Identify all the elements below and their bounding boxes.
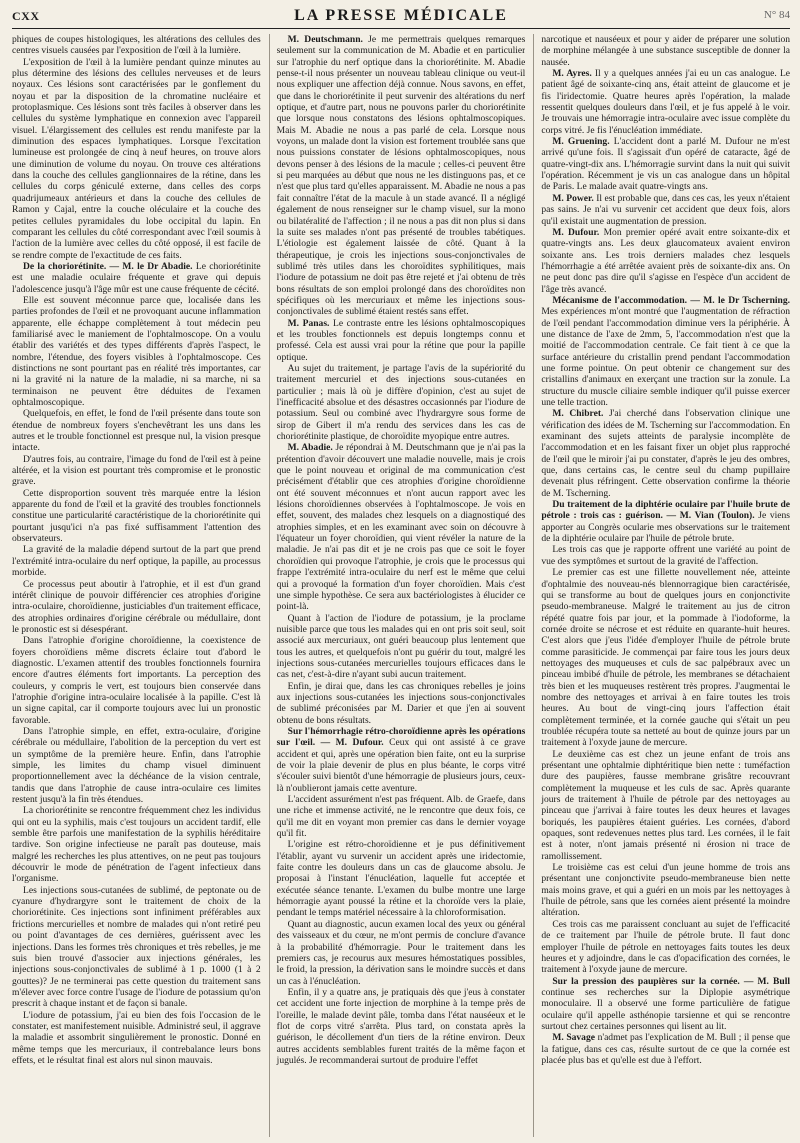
paragraph bbox=[277, 613, 526, 681]
paragraph-text: La gravité de la maladie dépend surtout de la part que prend l'extrémité intra-oculaire du nerf optique, la papille, au processus morbide. bbox=[12, 544, 261, 579]
paragraph bbox=[541, 919, 790, 976]
paragraph bbox=[541, 227, 790, 295]
speaker-name: M. Chibret. bbox=[552, 408, 604, 420]
paragraph bbox=[541, 749, 790, 862]
paragraph-text: Le choriorétinite est une maladie oculaire fréquente et grave qui depuis l'adolescence jusqu'à l'âge mûr est une cause fréquente de cécité. bbox=[12, 260, 261, 295]
paragraph bbox=[12, 57, 261, 261]
paragraph bbox=[12, 1010, 261, 1067]
paragraph bbox=[12, 408, 261, 453]
speaker-name: M. Ayres. bbox=[552, 68, 592, 80]
paragraph bbox=[12, 805, 261, 884]
journal-title: LA PRESSE MÉDICALE bbox=[294, 7, 508, 24]
paragraph-text: La choriorétinite se rencontre fréquemment chez les individus qui ont eu la syphilis, mais c'est toujours un accident tardif, elle semble être parfois une manifestation de la syphilis héréditaire tardive. Son origine infectieuse ne paraît pas douteuse, mais malgré les recherches les plus attentives, on ne peut pas toujours découvrir le mode de pénétration de l'agent infectieux dans l'organisme. bbox=[12, 805, 261, 885]
page-number: CXX bbox=[12, 9, 40, 23]
paragraph-text: L'accident assurément n'est pas fréquent. Alb. de Graefe, dans une riche et immense activité, ne le rencontre que deux fois, ce qu'il me dit en voyant mon premier cas dans le dernier voyage qu'il fit. bbox=[276, 794, 526, 840]
paragraph-text: Le contraste entre les lésions ophtalmoscopiques et les troubles fonctionnels est depuis longtemps connu et professé. Cela est aussi vrai pour la rétine que pour la papille optique. bbox=[276, 317, 526, 363]
paragraph-text: J'ai cherché dans l'observation clinique une vérification des idées de M. Tscherning sur l'accommodation. En examinant des sujets atteints de paralysie incomplète de l'accommodation et en les faisant fixer un objet plus rapproché de l'œil que le miroir j'ai pu constater, d'après le jeu des ombres, que, dans certains cas, le centre seul du champ pupillaire devenait plus réfringent. Cette observation confirme la théorie de M. Tscherning. bbox=[541, 408, 791, 499]
paragraph-text: Je me permettrais quelques remarques seulement sur la communication de M. Abadie et en particulier sur l'atrophie du nerf optique dans la choriorétinite. M. Abadie pense-t-il nous présenter un nouveau tableau clinique ou veut-il nous expliquer une affection déjà connue. Nous savons, en effet, que dans le choriorétinite il peut survenir des altérations du nerf optique, et d'autre part, nous ne pouvons parler du choriorétinite que lorsque nous constatons des lésions ophtalmoscopiques. Mais M. Abadie ne nous a pas parlé de cela. Lorsque nous voyons, un malade dont la vision est fortement troublée sans que nous puissions constater de lésions ophtalmoscopiques, nous devons penser à des lésions de la macule ; celles-ci peuvent être si peu marquées au début que nous ne les distinguons pas, et ce n'est que plus tard qu'elles apparaissent. M. Abadie ne nous a pas fait connaître l'état de la macule à un stade avancé. Il a négligé également de nous renseigner sur le champ visuel, sur la mono ou bilatéralité de l'affection ; il ne nous a pas dit non plus si dans la suite ses malades n'ont pas présenté de troubles tabétiques. L'étiologie est également laissée de côté. Quant à la thérapeutique, je crois les injections sous-conjonctivales de sublimé très utiles dans les choroïdites syphilitiques, mais l'iodure de potassium ne doit pas être rejeté et j'ai obtenu de très bons résultats de son emploi prolongé dans des choroïdites non spécifiques où les mercuriaux et même les injections sous-conjonctivales de sublimé étaient restés sans effet. bbox=[276, 34, 526, 318]
paragraph-text: Quant au diagnostic, aucun examen local des yeux ou général des vaisseaux et du cœur, ne m'ont permis de conclure d'avance à la probabilité d'hémorragie. Pour le traitement dans les premiers cas, je recourus aux mesures hémostatiques possibles, le froid, la pression, la dérivation sans le moindre succès et dans un cas à l'énucléation. bbox=[276, 918, 526, 987]
paragraph bbox=[12, 295, 261, 408]
paragraph bbox=[12, 579, 261, 636]
paragraph-text: L'exposition de l'œil à la lumière pendant quinze minutes au plus détermine des lésions des cellules nerveuses et de leurs noyaux. Ces lésions sont caractérisées par le gonflement du noyau et par la disposition de la chromatine nucléaire et protoplasmique. Ces lésions sont très faciles à observer dans les cellules du système lymphatique en connexion avec l'appareil visuel. L'élargissement des cellules est rendu manifeste par la diminution des espaces lymphatiques. Lorsque l'excitation lumineuse est prolongée de cinq à neuf heures, on trouve alors une diminution de volume du noyau. On trouve ces altérations dans la couche des cellules ganglionnaires de la rétine, dans les cellules du corps géniculé externe, dans celles des corps quadrijumeaux antérieurs et dans la couche des cellules de Ramon y Cajal, entre la couche oléculaire et la couche des petites cellules pyramidales du lobe occipital du lapin. En comparant les cellules du côté correspondant avec l'œil soumis à l'action de la lumière avec celles du côté opposé, il est facile de se rendre compte de l'exactitude de ces faits. bbox=[12, 56, 261, 261]
paragraph bbox=[12, 34, 261, 57]
speaker-name: M. Power. bbox=[552, 192, 594, 204]
paragraph-text: Le troisième cas est celui d'un jeune homme de trois ans présentant une conjonctivite pseudo-membraneuse bien nette mais moins grave, et qui a guéri en un mois par les nettoyages à l'huile de pétrole, sans que les cornées aient présenté la moindre altération. bbox=[541, 862, 791, 919]
paragraph-text: Au sujet du traitement, je partage l'avis de la supériorité du traitement mercuriel et des injections sous-cutanées en particulier ; mais là où je diffère d'opinion, c'est au sujet de l'inefficacité absolue et des désastres occasionnés par l'iodure de potassium. Seul ou combiné avec l'hydrargyre sous forme de sirop de Gibert il m'a rendu des services dans les cas de choriorétinite plastique, de choroïdite myopique entre autres. bbox=[276, 362, 526, 443]
paragraph bbox=[541, 862, 790, 919]
paragraph-text: Ce processus peut aboutir à l'atrophie, et il est d'un grand intérêt clinique de pouvoir différencier ces atrophies d'origine intra-oculaire, choroïdienne, justiciables d'un traitement efficace, des atrophies ordinaires d'origine cérébrale ou médullaire, dont le pronostic est si désespérant. bbox=[12, 578, 261, 635]
speaker-name: M. Dufour. bbox=[552, 226, 600, 238]
paragraph-text: continue ses recherches sur la Diplopie asymétrique monoculaire. Il a observé une forme particulière de fatigue oculaire qu'il appelle asthénopie tarsienne et qui se rencontre surtout chez certaines personnes qui lisent au lit. bbox=[541, 986, 791, 1032]
section-title: Mécanisme de l'accommodation. — M. le Dr Tscherning. bbox=[552, 294, 791, 306]
paragraph bbox=[277, 363, 526, 442]
paragraph bbox=[277, 442, 526, 612]
paragraph bbox=[541, 295, 790, 408]
issue-label: N° 84 bbox=[763, 9, 790, 21]
speaker-name: M. Abadie. bbox=[287, 442, 333, 454]
paragraph bbox=[277, 839, 526, 918]
section-title: De la choriorétinite. — M. le Dr Abadie. bbox=[23, 260, 193, 272]
paragraph-text: Mes expériences m'ont montré que l'augmentation de réfraction de l'œil pendant l'accommodation diminue vers la périphérie. À une distance de l'axe de 2mm, 5, l'accommodation n'est que la moitié de l'accommodation centrale. Ce fait tient à ce que la surface antérieure du cristallin prend pendant l'accommodation une forme pointue. On peut obtenir ce changement sur des cristallins d'animaux en exerçant une traction sur la zonule. La structure du muscle ciliaire semble indiquer qu'il puisse exercer une telle traction. bbox=[541, 306, 791, 408]
paragraph bbox=[277, 34, 526, 318]
paragraph bbox=[12, 454, 261, 488]
speaker-name: M. Savage bbox=[552, 1032, 595, 1044]
paragraph-text: Je répondrai à M. Deutschmann que je n'ai pas la prétention d'avoir découvert une maladie nouvelle, mais je crois que le point nouveau et original de ma communication c'est précisément d'établir que ces atrophies d'origine choroïdienne ont été souvent méconnues et n'ont aucun rapport avec les lésions choroïdiennes observées à l'ophtalmoscope. Je vois en effet, souvent, des malades chez lesquels on a diagnostiqué des atrophies simples, et en les examinant avec soin on découvre à l'équateur un foyer choroïdien, qui vient révéler la nature de la maladie. Je n'ai pas dit et je ne crois pas que ce soit le foyer choroïdien qui provoque l'atrophie, je crois que le processus qui frappe l'extrémité intra-oculaire du nerf est le même que celui qui a provoqué la formation d'un foyer choroïdien. Mais c'est une simple hypothèse. Ce sera aux bactériologistes à élucider ce point-là. bbox=[276, 442, 526, 613]
paragraph-text: Enfin, il y a quatre ans, je pratiquais dès que j'eus à constater cet accident une forte injection de morphine à la tempe près de l'oreille, le malade devint pâle, tomba dans l'état nauséeux et le flot de corps vitré s'arrêta. Plus tard, on constata après la guérison, le décollement d'un tiers de la rétine environ. Deux autres accidents semblables furent traités de la même façon et jugulés. Je recommanderai surtout de produire l'effet bbox=[276, 986, 526, 1066]
paragraph bbox=[541, 1032, 790, 1066]
page-header bbox=[12, 6, 790, 29]
paragraph-text: phiques de coupes histologiques, les altérations des cellules des centres visuels causées par l'exposition de l'œil à la lumière. bbox=[12, 34, 261, 57]
paragraph-text: Les injections sous-cutanées de sublimé, de peptonate ou de cyanure d'hydrargyre sont le traitement de choix de la choriorétinite. Ces injections sont infiniment préférables aux frictions mercurielles et nombre de malades qui n'ont retiré peu ou point d'avantages de ces dernières, guérissent avec les injections. Dans les formes très chroniques et très rebelles, je me suis bien trouvé d'associer aux injections générales, les injections sous-conjonctivales de sublimé à 1 p. 1000 (1 à 2 gouttes)? Je ne terminerai pas cette question du traitement sans m'élever avec force contre l'usage de l'iodure de potassium qu'on prescrit à chaque instant et de façon si banale. bbox=[12, 884, 261, 1010]
paragraph-text: L'origine est rétro-choroïdienne et je pus définitivement l'établir, ayant vu survenir un accident après une iridectomie, faite contre les douleurs dans un cas de glaucome absolu. Je proposai à l'instant l'énucléation, laquelle fut acceptée et exécutée séance tenante. L'examen du bulbe montre une large hémorragie ayant poussé la rétine et la choroïde vers la plaie, pendant le temps matériel nécessaire à la chloroformisation. bbox=[276, 839, 526, 919]
paragraph bbox=[541, 976, 790, 1033]
paragraph bbox=[277, 987, 526, 1066]
paragraph-text: Il est probable que, dans ces cas, les yeux n'étaient pas sains. Je n'ai vu survenir cet accident que deux fois, alors qu'il existait une augmentation de pression. bbox=[541, 192, 791, 227]
paragraph bbox=[541, 499, 790, 544]
paragraph-text: Quelquefois, en effet, le fond de l'œil présente dans toute son étendue de nombreux foyers s'enchevêtrant les uns dans les autres et le trouble fonctionnel est presque nul, la vision presque intacte. bbox=[12, 408, 261, 454]
paragraph-text: Cette disproportion souvent très marquée entre la lésion apparente du fond de l'œil et la gravité des troubles fonctionnels constitue une particularité caractéristique de la choriorétinite qui pourtant jusqu'ici n'a pas fixé suffisamment l'attention des observateurs. bbox=[12, 487, 261, 545]
section-title: Sur la pression des paupières sur la cornée. — M. Bull bbox=[552, 975, 791, 987]
paragraph-text: Ces trois cas me paraissent concluant au sujet de l'efficacité de ce traitement par l'huile de pétrole brute. Il faut donc employer l'huile de pétrole en nettoyages faits toutes les deux heures et y adjoindre, dans le cas d'opacification des cornées, le traitement à l'oxyde jaune de mercure. bbox=[541, 918, 791, 976]
paragraph-text: Dans l'atrophie simple, en effet, extra-oculaire, d'origine cérébrale ou médullaire, l'abolition de la perception du vert est un symptôme de la première heure. Enfin, dans l'atrophie simple, les limites du champ visuel diminuent proportionnellement avec la déchéance de la vision centrale, tandis que dans l'atrophie de cause intra-oculaire ces limites restent jusqu'à la fin très étendues. bbox=[12, 725, 261, 806]
paragraph-text: Dans l'atrophie d'origine choroïdienne, la coexistence de foyers choroïdiens même discrets éclaire tout d'abord le diagnostic. L'examen attentif des troubles fonctionnels fournira encore d'autres éléments fort importants. La perception des couleurs, y compris le vert, est toujours bien conservée dans l'atrophie d'origine intra-oculaire localisée à la papille. C'est là un signe capital, car il comporte toujours avec lui un pronostic favorable. bbox=[12, 635, 261, 726]
speaker-name: M. Panas. bbox=[287, 317, 330, 329]
paragraph-text: Les trois cas que je rapporte offrent une variété au point de vue des symptômes et surtout de la gravité de l'affection. bbox=[541, 544, 791, 567]
text-column-left bbox=[12, 34, 261, 1137]
section-title: Du traitement de la diphtérie oculaire par l'huile brute de pétrole : trois cas : guérison. — M. Vian (Toulon). bbox=[541, 499, 791, 522]
paragraph-text: D'autres fois, au contraire, l'image du fond de l'œil est à peine altérée, et la vision est pourtant très compromise et le pronostic grave. bbox=[12, 453, 261, 488]
paragraph bbox=[277, 794, 526, 839]
paragraph-text: L'iodure de potassium, j'ai eu bien des fois l'occasion de le constater, est manifestement nuisible. Administré seul, il aggrave la maladie et assombrit singulièrement le pronostic. Donné en même temps que les mercuriaux, il contrebalance leurs bons effets, et le résultat final est alors nul sinon mauvais. bbox=[12, 1009, 261, 1066]
paragraph bbox=[277, 318, 526, 363]
paragraph bbox=[541, 136, 790, 193]
paragraph bbox=[541, 408, 790, 499]
paragraph bbox=[541, 567, 790, 749]
paragraph-text: Enfin, je dirai que, dans les cas chroniques rebelles je joins aux injections sous-cutanées les injections sous-conjonctivales de sublimé préconisées par M. Darier et que j'en ai souvent obtenu de bons résultats. bbox=[276, 680, 526, 726]
paragraph bbox=[12, 635, 261, 726]
paragraph bbox=[12, 488, 261, 545]
paragraph-text: L'accident dont a parlé M. Dufour ne m'est arrivé qu'une fois. Il s'agissait d'un opéré de cataracte, âgé de quatre-vingt-dix ans. L'hémorragie survint dans la nuit qui suivit l'opération. Récemment je vis un cas analogue dans un hôpital de Paris. Le malade avait quatre-vingts ans. bbox=[541, 136, 791, 193]
article-columns bbox=[12, 34, 790, 1137]
paragraph bbox=[541, 68, 790, 136]
paragraph-text: Je viens apporter au Congrès ocularie mes observations sur le traitement de la diphtérie oculaire par l'huile de pétrole brute. bbox=[541, 510, 791, 545]
paragraph-text: Ceux qui ont assisté à ce grave accident et qui, après une opération bien faite, ont eu la surprise de voir la plaie devenir de plus en plus béante, le corps vitré s'écouler suivi bientôt d'une hémorragie de plusieurs jours, ceux-là n'oublieront jamais cette aventure. bbox=[276, 737, 526, 794]
paragraph-text: narcotique et nauséeux et pour y aider de préparer une solution de morphine mélangée à une substance susceptible de donner la nausée. bbox=[541, 34, 791, 68]
paragraph bbox=[277, 726, 526, 794]
paragraph-text: Il y a quelques années j'ai eu un cas analogue. Le patient âgé de soixante-cinq ans, était atteint de glaucome et je fis l'iridectomie. Quatre heures après l'opération, la malade ressentit quelques douleurs dans l'œil, et je fus appelé à le voir. Je trouvais une hémorragie intra-oculaire avec issue complète du corps vitré. Je fis l'énucléation immédiate. bbox=[541, 68, 791, 136]
paragraph-text: Quant à l'action de l'iodure de potassium, je la proclame nuisible parce que tous les malades qui en ont pris soit seul, soit associé aux mercuriaux, ont guéri beaucoup plus lentement que tous les autres, et quelquefois n'ont pu guérir du tout, malgré les injections sous-cutanées mercurielles toujours efficaces dans le cas net, c'est-à-dire n'ayant subi aucun traitement. bbox=[276, 612, 526, 681]
paragraph bbox=[12, 544, 261, 578]
paragraph-text: Le deuxième cas est chez un jeune enfant de trois ans présentant une ophtalmie diphtéritique bien nette : tuméfaction dure des paupières, fausse membrane grisâtre recouvrant complètement la muqueuse et les culs de sac. Après quarante jours de traitement à l'huile de pétrole par des nettoyages au pinceau que j'arrivai à faire toutes les deux heures et lavages boriqués, les paupières étaient guéries. Les cornées, d'abord opaques, sont redevenues nettes plus tard. Les cornées, il le fait est à noter, n'ont jamais présenté ni érosion ni trace de ramollissement. bbox=[541, 748, 791, 862]
paragraph bbox=[541, 34, 790, 68]
paragraph-text: n'admet pas l'explication de M. Bull ; il pense que la fatigue, dans ces cas, résulte surtout de ce que la cornée est placée plus bas et qu'elle est due à l'effort. bbox=[541, 1032, 791, 1066]
paragraph bbox=[12, 261, 261, 295]
paragraph bbox=[12, 885, 261, 1010]
text-column-middle bbox=[269, 34, 526, 1137]
paragraph-text: Le premier cas est une fillette nouvellement née, atteinte d'ophtalmie des nouveau-nés blennorragique bien caractérisée, qui se transforme au bout de quelques jours en conjonctivite pseudo-membraneuse. Malgré le traitement au jus de citron répété quatre fois par jour, et la pommade à l'iodoforme, la cornée droite se nécrose et est réduite en quarante-huit heures. C'est alors que j'eus l'idée d'employer l'huile de pétrole brute comme parasiticide. Je commençai par faire tous les jours deux nettoyages des muqueuses et culs de sac palpébraux avec un pinceau imbibé d'huile de pétrole, les membranes se détachaient très bien et les muqueuses restèrent très propres. J'augmentai le nombre des nettoyages et arrivai à en faire toutes les trois heures. Au bout de vingt-cinq jours l'affection était complètement terminée, et la cornée gauche qui s'était un peu troublée récupéra toute sa netteté au bout de quinze jours par un traitement à l'oxyde jaune de mercure. bbox=[541, 567, 791, 749]
paragraph bbox=[541, 544, 790, 567]
paragraph-text: Elle est souvent méconnue parce que, localisée dans les parties profondes de l'œil et ne provoquant aucune inflammation apparente, elle échappe complètement à tout médecin peu familiarisé avec le maniement de l'ophtalmoscope. On a voulu établir des variétés et des types différents d'après l'aspect, le nombre, l'étendue, des foyers visibles à l'ophtalmoscope. Ces distinctions ne sont pourtant pas en réalité très importantes, car ni la gravité ni la nature de la maladie, ni sa marche, ni sa terminaison ne peuvent être déduites de l'examen ophtalmoscopique. bbox=[12, 294, 261, 408]
speaker-name: M. Gruening. bbox=[552, 136, 610, 148]
paragraph bbox=[277, 681, 526, 726]
paragraph-text: Mon premier opéré avait entre soixante-dix et quatre-vingts ans. Les deux glaucomateux avaient environ soixante ans. Les trois derniers malades chez lesquels l'hémorrhagie a été arrêtée avaient près de soixante-dix ans. On ne peut donc pas dire qu'il s'agisse en l'espèce d'un accident de l'âge très avancé. bbox=[541, 226, 791, 295]
text-column-right bbox=[533, 34, 790, 1137]
paragraph bbox=[541, 193, 790, 227]
speaker-name: M. Deutschmann. bbox=[287, 34, 363, 45]
section-title: Sur l'hémorrhagie rétro-choroïdienne après les opérations sur l'œil. — M. Dufour. bbox=[276, 725, 526, 749]
paragraph bbox=[12, 726, 261, 805]
paragraph bbox=[277, 919, 526, 987]
